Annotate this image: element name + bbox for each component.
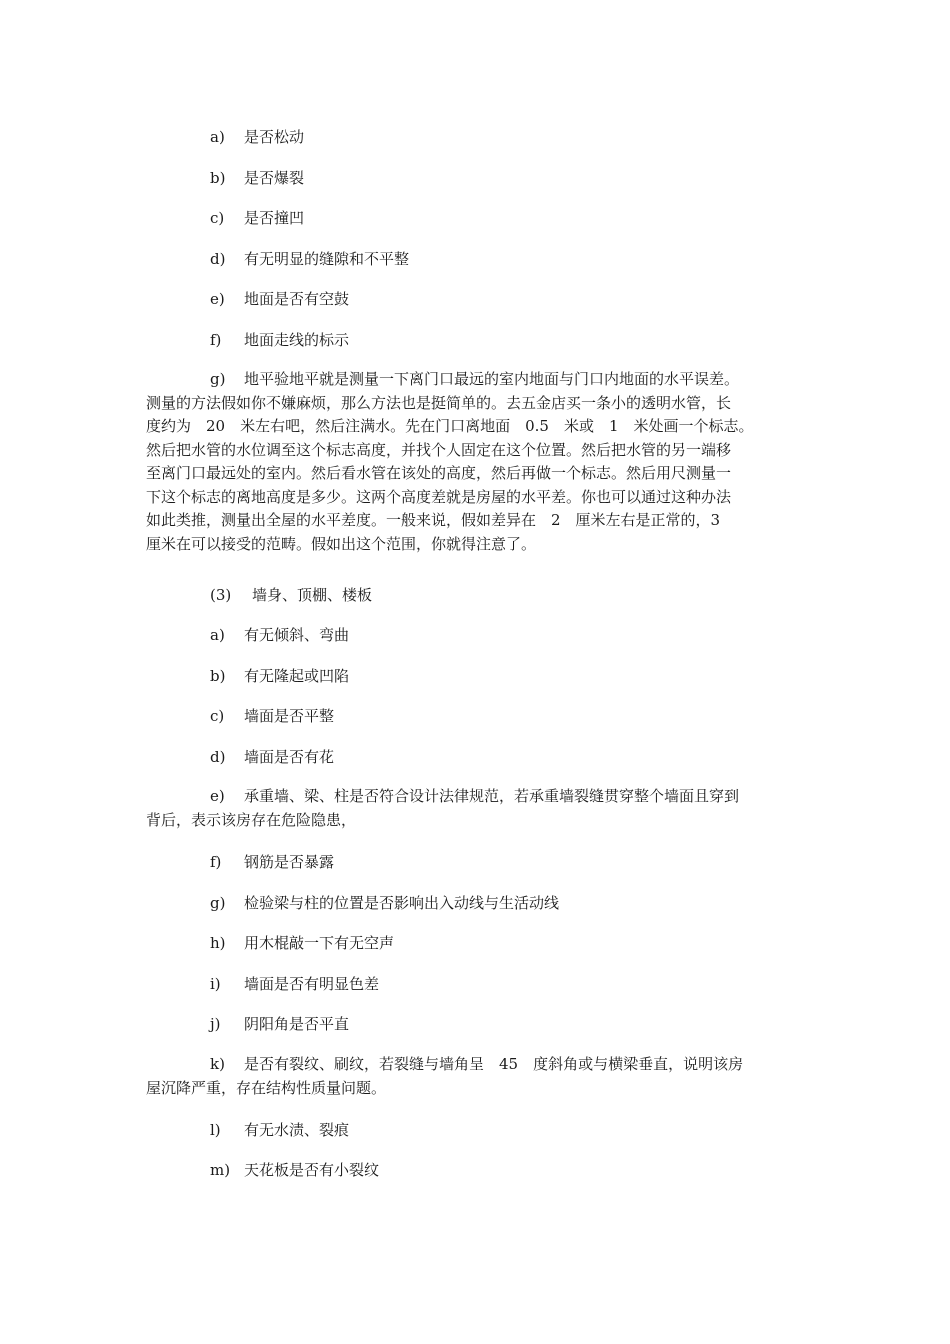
list-item — [210, 747, 334, 767]
item-text: 墙面是否有花 — [244, 748, 335, 766]
paragraph-k — [146, 1053, 816, 1100]
item-label: d) — [210, 250, 226, 268]
item-text: 钢筋是否暴露 — [244, 853, 335, 871]
paragraph-line — [146, 1053, 816, 1077]
item-text: 地面走线的标示 — [244, 331, 350, 349]
paragraph-line — [146, 368, 816, 392]
item-text: 墙面是否平整 — [244, 707, 335, 725]
item-label: f) — [210, 853, 222, 871]
list-item — [210, 289, 349, 309]
item-label: c) — [210, 707, 225, 725]
paragraph-line: 测量的方法假如你不嫌麻烦，那么方法也是挺简单的。去五金店买一条小的透明水管，长 — [146, 393, 732, 412]
item-text: 是否撞凹 — [244, 209, 305, 227]
item-label: c) — [210, 209, 225, 227]
paragraph-line: 度约为 20 米左右吧，然后注满水。先在门口离地面 0.5 米或 1 米处画一个标志。 — [146, 417, 754, 435]
item-label: m) — [210, 1161, 231, 1179]
paragraph-line: 然后把水管的水位调至这个标志高度，并找个人固定在这个位置。然后把水管的另一端移 — [146, 440, 732, 459]
item-text: 天花板是否有小裂纹 — [244, 1161, 380, 1179]
list-item — [210, 893, 559, 913]
paragraph-line: 如此类推，测量出全屋的水平差度。一般来说，假如差异在 2 厘米左右是正常的，3 — [146, 511, 721, 529]
list-item — [210, 1160, 379, 1180]
paragraph-line: 至离门口最远处的室内。然后看水管在该处的高度，然后再做一个标志。然后用尺测量一 — [146, 464, 732, 482]
paragraph-line — [146, 785, 816, 809]
line-text: 承重墙、梁、柱是否符合设计法律规范，若承重墙裂缝贯穿整个墙面且穿到 — [244, 787, 740, 805]
paragraph-line: 背后，表示该房存在危险隐患， — [146, 810, 357, 829]
item-label: g) — [210, 894, 226, 912]
item-text: 用木棍敲一下有无空声 — [244, 934, 395, 952]
list-item — [210, 127, 304, 147]
item-text: 有无隆起或凹陷 — [244, 667, 350, 685]
list-item — [210, 706, 334, 726]
item-text: 地面是否有空鼓 — [244, 290, 350, 308]
item-text: 是否爆裂 — [244, 169, 305, 187]
line-text: 地平验地平就是测量一下离门口最远的室内地面与门口内地面的水平误差。 — [244, 370, 740, 388]
item-label: i) — [210, 975, 221, 993]
list-item — [210, 974, 379, 994]
list-item — [210, 625, 349, 645]
item-text: 有无水渍、裂痕 — [244, 1121, 350, 1139]
paragraph-line: 下这个标志的离地高度是多少。这两个高度差就是房屋的水平差。你也可以通过这种办法 — [146, 487, 732, 506]
section-heading — [210, 585, 372, 605]
item-label: g) — [210, 370, 226, 388]
item-label: b) — [210, 169, 226, 187]
item-text: 有无明显的缝隙和不平整 — [244, 250, 410, 268]
list-item — [210, 1014, 349, 1034]
item-label: h) — [210, 934, 226, 952]
item-label: k) — [210, 1055, 225, 1073]
item-label: b) — [210, 667, 226, 685]
item-text: 检验梁与柱的位置是否影响出入动线与生活动线 — [244, 894, 560, 912]
paragraph-g — [146, 368, 816, 556]
list-item — [210, 249, 409, 269]
item-text: 墙面是否有明显色差 — [244, 975, 380, 993]
item-label: l) — [210, 1121, 221, 1139]
list-item — [210, 933, 394, 953]
line-text: 是否有裂纹、刷纹，若裂缝与墙角呈 45 度斜角或与横梁垂直，说明该房 — [244, 1055, 744, 1073]
item-text: 有无倾斜、弯曲 — [244, 626, 350, 644]
paragraph-line: 厘米在可以接受的范畴。假如出这个范围，你就得注意了。 — [146, 534, 537, 553]
list-item — [210, 666, 349, 686]
item-label: f) — [210, 331, 222, 349]
paragraph-line: 屋沉降严重，存在结构性质量问题。 — [146, 1078, 387, 1097]
section-label: (3) — [210, 586, 232, 604]
item-label: e) — [210, 290, 225, 308]
item-text: 阴阳角是否平直 — [244, 1015, 350, 1033]
item-text: 是否松动 — [244, 128, 305, 146]
list-item — [210, 208, 304, 228]
list-item — [210, 168, 304, 188]
item-label: d) — [210, 748, 226, 766]
list-item — [210, 1120, 349, 1140]
item-label: a) — [210, 128, 225, 146]
section-title: 墙身、顶棚、楼板 — [252, 586, 373, 604]
list-item — [210, 852, 334, 872]
item-label: j) — [210, 1015, 221, 1033]
item-label: a) — [210, 626, 225, 644]
paragraph-e — [146, 785, 816, 832]
item-label: e) — [210, 787, 225, 805]
list-item — [210, 330, 349, 350]
